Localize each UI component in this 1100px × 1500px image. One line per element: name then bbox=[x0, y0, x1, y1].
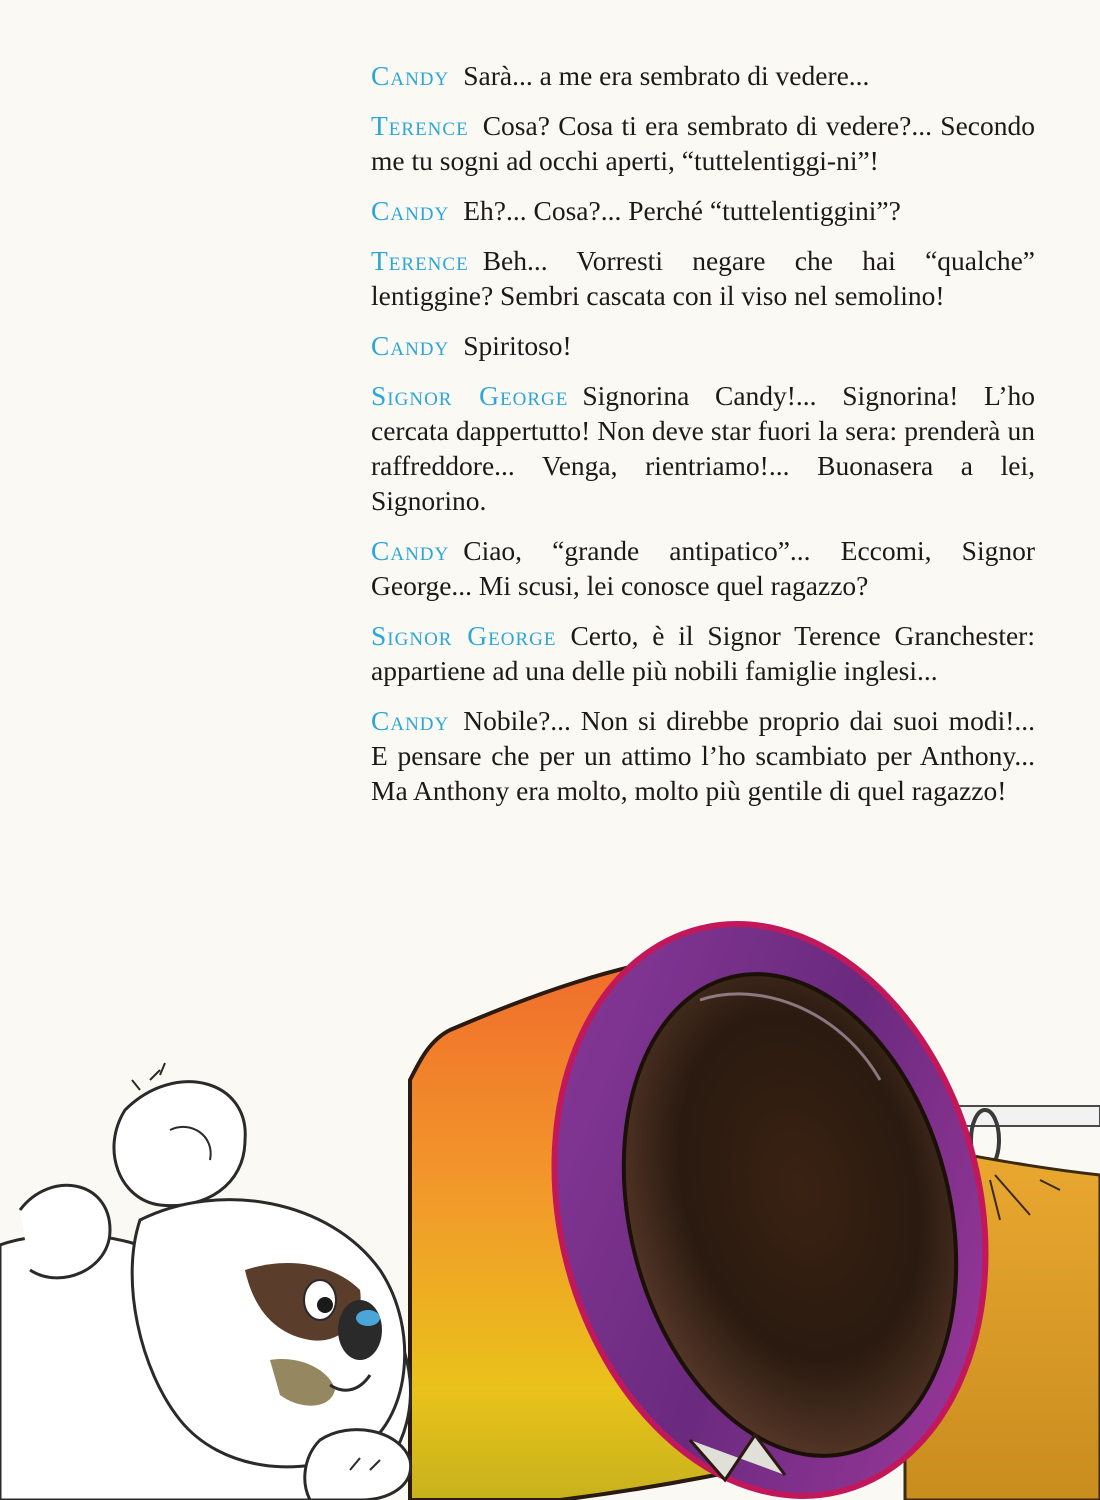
dialogue-line bbox=[371, 108, 1035, 178]
koala-pot-illustration bbox=[0, 905, 1100, 1500]
speaker-name: Candy bbox=[371, 330, 450, 361]
speaker-name: Signor George bbox=[371, 380, 569, 411]
dialogue-speech: Spiritoso! bbox=[463, 330, 572, 361]
dialogue-line bbox=[371, 378, 1035, 518]
dialogue-line bbox=[371, 533, 1035, 603]
dialogue-speech: Sarà... a me era sembrato di vedere... bbox=[463, 60, 870, 91]
speaker-name: Terence bbox=[371, 110, 469, 141]
dialogue-line bbox=[371, 243, 1035, 313]
dialogue-line bbox=[371, 58, 1035, 93]
dialogue-line bbox=[371, 618, 1035, 688]
dialogue-speech: Signorina Candy!... Signorina! L’ho cercata dappertutto! Non deve star fuori la sera: prenderà un raffreddore... Venga, rientriamo!... Buonasera a lei, Signorino. bbox=[371, 380, 1035, 516]
dialogue-line bbox=[371, 328, 1035, 363]
dialogue-speech: Cosa? Cosa ti era sembrato di vedere?... Secondo me tu sogni ad occhi aperti, “tuttelentiggi-ni”! bbox=[371, 110, 1035, 176]
koala-icon bbox=[0, 1063, 411, 1500]
speaker-name: Candy bbox=[371, 705, 450, 736]
speaker-name: Candy bbox=[371, 195, 450, 226]
dialogue-speech: Nobile?... Non si direbbe proprio dai suoi modi!... E pensare che per un attimo l’ho scambiato per Anthony... Ma Anthony era molto, molto più gentile di quel ragazzo! bbox=[371, 705, 1035, 806]
dialogue-speech: Ciao, “grande antipatico”... Eccomi, Signor George... Mi scusi, lei conosce quel ragazzo? bbox=[371, 535, 1035, 601]
dialogue-speech: Eh?... Cosa?... Perché “tuttelentiggini”? bbox=[463, 195, 901, 226]
dialogue-speech: Beh... Vorresti negare che hai “qualche” lentiggine? Sembri cascata con il viso nel semolino! bbox=[371, 245, 1035, 311]
dialogue-text bbox=[371, 58, 1035, 823]
dialogue-line bbox=[371, 193, 1035, 228]
speaker-name: Candy bbox=[371, 535, 450, 566]
dialogue-speech: Certo, è il Signor Terence Granchester: appartiene ad una delle più nobili famiglie inglesi... bbox=[371, 620, 1035, 686]
speaker-name: Candy bbox=[371, 60, 450, 91]
speaker-name: Signor George bbox=[371, 620, 557, 651]
speaker-name: Terence bbox=[371, 245, 469, 276]
dialogue-line bbox=[371, 703, 1035, 808]
